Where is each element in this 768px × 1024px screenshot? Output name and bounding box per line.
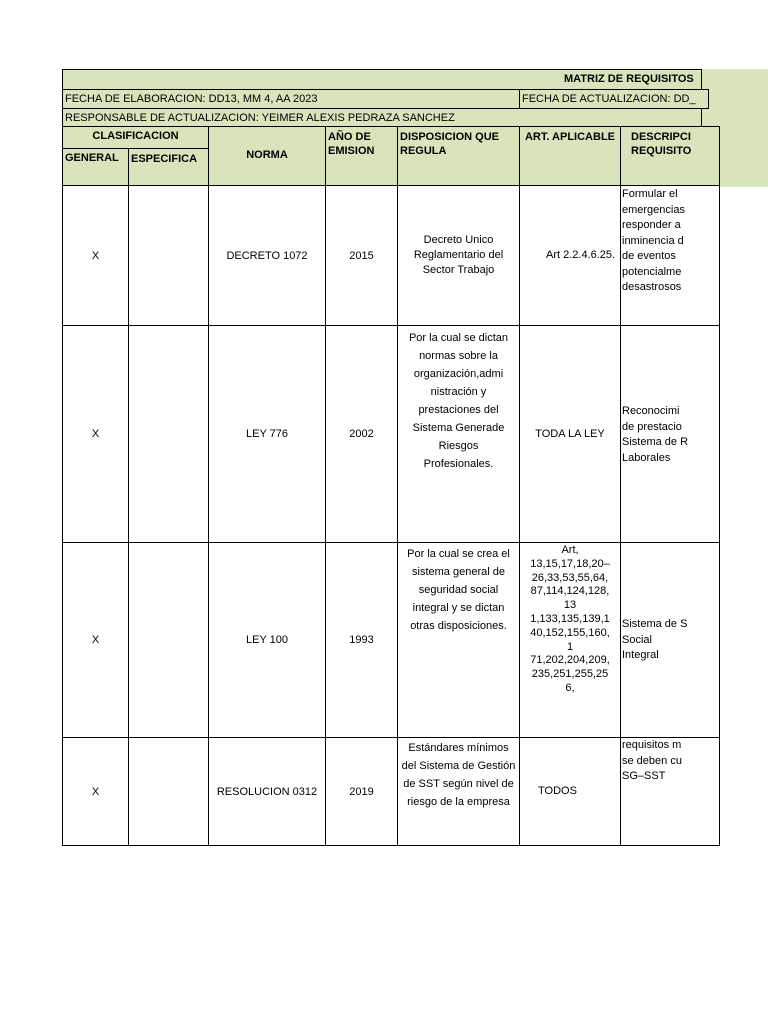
fecha-actualizacion-cell: [519, 89, 709, 109]
table-cell-disposicion: Por la cual se dictan normas sobre la organización,admi nistración y prestaciones del Sistema Generade Riesgos Profesionales.: [397, 325, 520, 543]
header-clasificacion: CLASIFICACION: [62, 126, 209, 149]
header-anio-emision: AÑO DE EMISION: [325, 126, 398, 186]
matrix-title: MATRIZ DE REQUISITOS: [564, 73, 694, 85]
table-cell-descripcion: Formular el emergencias responder a inminencia d de eventos potencialme desastrosos: [620, 185, 720, 326]
table-cell-anio: 2019: [325, 737, 398, 846]
table-cell-art: TODOS: [519, 737, 621, 846]
table-cell-norma: RESOLUCION 0312: [208, 737, 326, 846]
matrix-title-cell: [62, 69, 702, 90]
fecha-actualizacion: FECHA DE ACTUALIZACION: DD_: [522, 93, 696, 105]
table-cell-disposicion: Por la cual se crea el sistema general de seguridad social integral y se dictan otras disposiciones.: [397, 542, 520, 738]
table-cell-norma: LEY 776: [208, 325, 326, 543]
table-cell-general: X: [62, 185, 129, 326]
header-art-aplicable: ART. APLICABLE: [519, 126, 621, 186]
table-cell-art: TODA LA LEY: [519, 325, 621, 543]
header-especifica: ESPECIFICA: [128, 148, 209, 186]
table-cell-general: X: [62, 737, 129, 846]
header-descripcion: DESCRIPCI REQUISITO: [620, 126, 720, 186]
table-cell-especifica: [128, 185, 209, 326]
fecha-elaboracion-cell: [62, 89, 520, 109]
table-cell-descripcion: Reconocimi de prestacio Sistema de R Laborales: [620, 325, 720, 543]
table-cell-especifica: [128, 325, 209, 543]
table-cell-especifica: [128, 542, 209, 738]
table-cell-disposicion: Decreto Unico Reglamentario del Sector Trabajo: [397, 185, 520, 326]
responsable-cell: [62, 108, 702, 127]
table-cell-art: Art, 13,15,17,18,20– 26,33,53,55,64, 87,114,124,128, 13 1,133,135,139,1 40,152,155,160, 1 71,202,204,209, 235,251,255,25 6,: [519, 542, 621, 738]
table-cell-norma: DECRETO 1072: [208, 185, 326, 326]
fecha-elaboracion: FECHA DE ELABORACION: DD13, MM 4, AA 2023: [65, 93, 318, 105]
header-disposicion: DISPOSICION QUE REGULA: [397, 126, 520, 186]
header-general: GENERAL: [62, 148, 129, 186]
table-cell-general: X: [62, 542, 129, 738]
table-cell-anio: 1993: [325, 542, 398, 738]
table-cell-norma: LEY 100: [208, 542, 326, 738]
table-cell-anio: 2015: [325, 185, 398, 326]
requirements-matrix-sheet: [62, 69, 696, 846]
table-cell-descripcion: Sistema de S Social Integral: [620, 542, 720, 738]
table-cell-disposicion: Estándares mínimos del Sistema de Gestión de SST según nivel de riesgo de la empresa: [397, 737, 520, 846]
table-cell-especifica: [128, 737, 209, 846]
header-norma: NORMA: [208, 126, 326, 186]
table-cell-general: X: [62, 325, 129, 543]
table-cell-anio: 2002: [325, 325, 398, 543]
responsable: RESPONSABLE DE ACTUALIZACION: YEIMER ALEXIS PEDRAZA SANCHEZ: [65, 112, 455, 124]
table-cell-art: Art 2.2.4.6.25.: [519, 185, 621, 326]
table-cell-descripcion: requisitos m se deben cu SG–SST: [620, 737, 720, 846]
